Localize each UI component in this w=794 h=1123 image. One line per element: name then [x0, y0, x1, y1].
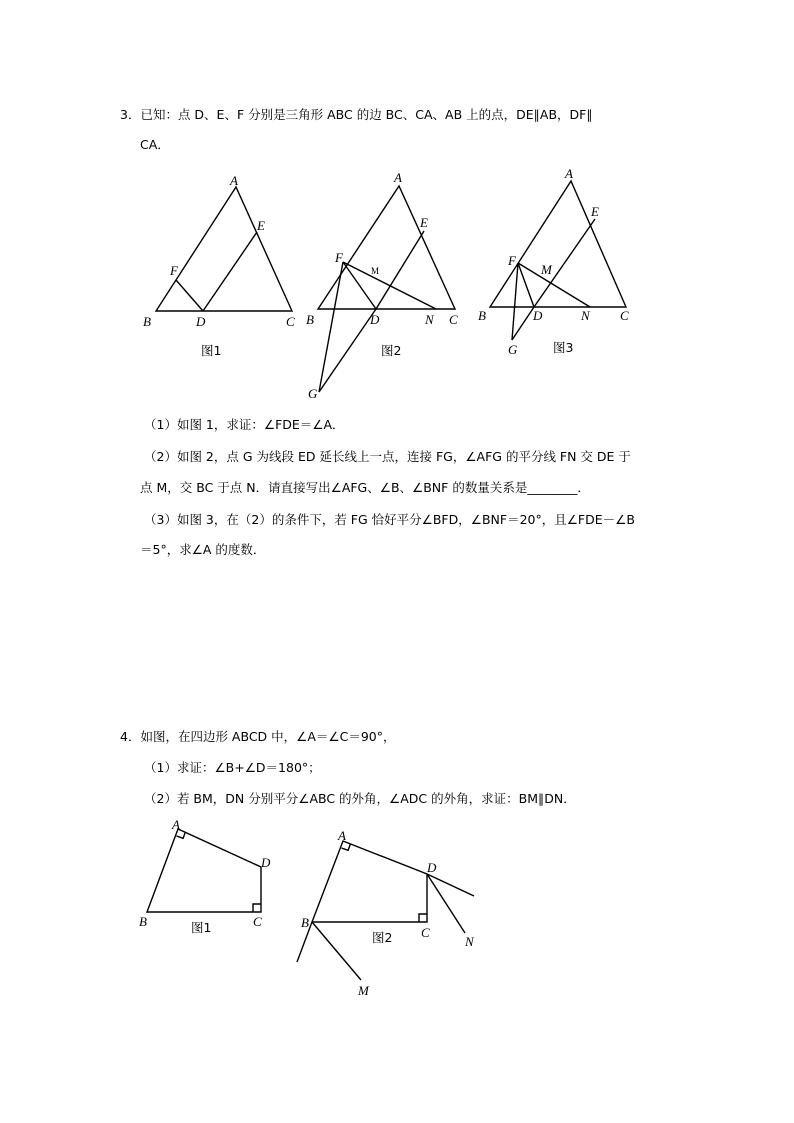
q4-fig2-label-B: B [301, 915, 309, 930]
fig2-caption: 图2 [381, 343, 402, 358]
fig1-caption: 图1 [201, 343, 222, 358]
q3-part1: （1）如图 1，求证：∠FDE＝∠A． [144, 417, 345, 432]
fig3-label-F: F [508, 253, 516, 268]
fig3-label-E: E [591, 204, 599, 219]
fig1-label-F: F [170, 263, 178, 278]
fig1-label-B: B [143, 314, 151, 329]
fig3-label-B: B [478, 308, 486, 323]
q3-part2-line1: （2）如图 2，点 G 为线段 ED 延长线上一点，连接 FG，∠AFG 的平分线 FN 交 DE 于 [144, 449, 631, 464]
fig2-label-E: E [420, 215, 428, 230]
fig2-label-D: D [370, 312, 380, 327]
q4-figure-2 [290, 820, 490, 1005]
fig3-label-A: A [565, 166, 573, 181]
q4-figure-1 [135, 815, 285, 940]
fig3-caption: 图3 [553, 340, 574, 355]
q3-part2-line2: 点 M，交 BC 于点 N．请直接写出∠AFG、∠B、∠BNF 的数量关系是________． [140, 480, 590, 495]
fig2-label-G: G [308, 386, 318, 401]
fig2-label-C: C [449, 312, 458, 327]
fig2-label-F: F [335, 250, 343, 265]
q4-fig2-caption: 图2 [372, 930, 393, 945]
q3-stem-line1: 3．已知：点 D、E、F 分别是三角形 ABC 的边 BC、CA、AB 上的点，DE∥AB，DF∥ [120, 107, 593, 122]
q4-fig1-label-A: A [172, 817, 180, 832]
fig3-label-N: N [581, 308, 590, 323]
q4-part1: （1）求证：∠B+∠D＝180°； [144, 760, 321, 775]
fig3-label-G: G [508, 342, 518, 357]
q4-stem: 4．如图，在四边形 ABCD 中，∠A＝∠C＝90°， [120, 729, 396, 744]
fig1-label-D: D [196, 314, 206, 329]
q4-fig1-label-D: D [261, 855, 271, 870]
q4-fig2-label-N: N [465, 934, 474, 949]
fig2-label-A: A [394, 170, 402, 185]
q4-fig1-label-C: C [253, 914, 262, 929]
q3-part3-line2: ＝5°，求∠A 的度数． [140, 542, 266, 557]
fig1-label-C: C [286, 314, 295, 329]
fig1-label-A: A [230, 173, 238, 188]
q4-fig2-label-D: D [427, 860, 437, 875]
q4-fig1-caption: 图1 [191, 920, 212, 935]
fig2-label-M: M [371, 266, 380, 276]
fig2-label-N: N [425, 312, 434, 327]
q4-fig1-label-B: B [139, 914, 147, 929]
fig3-label-C: C [620, 308, 629, 323]
fig3-label-D: D [533, 308, 543, 323]
q4-fig2-label-A: A [338, 828, 346, 843]
q3-figure-1 [140, 170, 310, 365]
fig3-label-M: M [541, 262, 552, 277]
q3-part3-line1: （3）如图 3，在（2）的条件下，若 FG 恰好平分∠BFD，∠BNF＝20°，且∠FDE－∠B [144, 512, 635, 527]
q4-fig2-label-C: C [421, 925, 430, 940]
fig1-label-E: E [257, 218, 265, 233]
q4-fig2-label-M: M [358, 983, 369, 998]
q3-figure-3 [475, 160, 640, 360]
fig2-label-B: B [306, 312, 314, 327]
q3-figure-2 [300, 165, 470, 405]
q4-part2: （2）若 BM，DN 分别平分∠ABC 的外角，∠ADC 的外角，求证：BM∥DN． [144, 791, 576, 806]
q3-stem-line2: CA． [140, 137, 170, 152]
